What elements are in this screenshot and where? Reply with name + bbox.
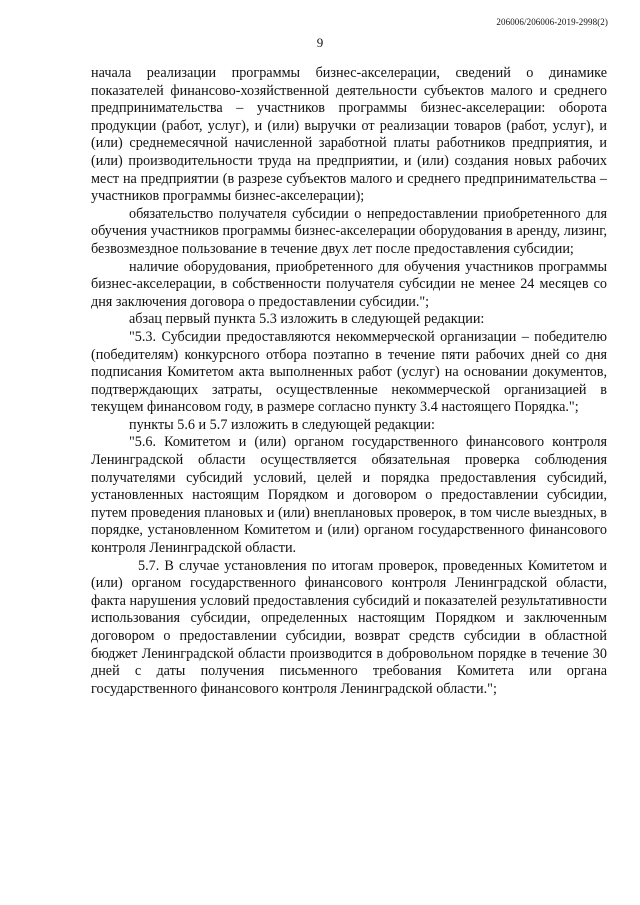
paragraph-clause-5-6: "5.6. Комитетом и (или) органом государственного финансового контроля Ленинградской области осуществляется обязательная проверка соблюдения получателями субсидий условий, целей и порядка предоставления субсидий, установленных настоящим Порядком и договором о предоставлении субсидии, путем проведения плановых и (или) внеплановых проверок, в том числе выездных, в порядке, установленном Комитетом и (или) органом государственного финансового контроля Ленинградской области. <box>91 434 607 557</box>
paragraph-obligation: обязательство получателя субсидии о непредоставлении приобретенного для обучения участников программы бизнес-акселерации оборудования в аренду, лизинг, безвозмездное пользование в течение двух лет после предоставления субсидии; <box>91 205 607 257</box>
paragraph-amend-5-3: абзац первый пункта 5.3 изложить в следующей редакции: <box>129 311 485 328</box>
paragraph-equipment: наличие оборудования, приобретенного для обучения участников программы бизнес-акселерации, в собственности получателя субсидии не менее 24 месяцев со дня заключения договора о предоставлении субсидии."; <box>91 258 607 310</box>
paragraph-indicators: начала реализации программы бизнес-акселерации, сведений о динамике показателей финансово-хозяйственной деятельности субъектов малого и среднего предпринимательства – участников программы бизнес-акселерации: оборота продукции (работ, услуг), и (или) выручки от реализации товаров (работ, услуг), и (или) среднемесячной начисленной заработной платы работников предприятия, и (или) производительности труда на предприятии, и (или) создания новых рабочих мест на предприятии (в разрезе субъектов малого и среднего предпринимательства – участников программы бизнес-акселерации); <box>91 65 607 205</box>
paragraph-amend-5-6-5-7: пункты 5.6 и 5.7 изложить в следующей редакции: <box>129 416 435 433</box>
document-body <box>91 65 607 698</box>
paragraph-clause-5-7: 5.7. В случае установления по итогам проверок, проведенных Комитетом и (или) органом государственного финансового контроля Ленинградской области, факта нарушения условий предоставления субсидий и показателей результативности использования субсидии, определенных настоящим Порядком и заключенным договором о предоставлении субсидии, возврат средств субсидии в областной бюджет Ленинградской области производится в добровольном порядке в течение 30 дней с даты получения письменного требования Комитета или органа государственного финансового контроля Ленинградской области."; <box>91 557 607 697</box>
document-id: 206006/206006-2019-2998(2) <box>496 17 608 27</box>
page-number: 9 <box>316 35 324 50</box>
paragraph-clause-5-3: "5.3. Субсидии предоставляются некоммерческой организации – победителю (победителям) конкурсного отбора поэтапно в течение пяти рабочих дней со дня подписания Комитетом акта выполненных работ (услуг) на основании документов, подтверждающих затраты, осуществленные некоммерческой организацией в текущем финансовом году, в размере согласно пункту 3.4 настоящего Порядка."; <box>91 328 607 416</box>
